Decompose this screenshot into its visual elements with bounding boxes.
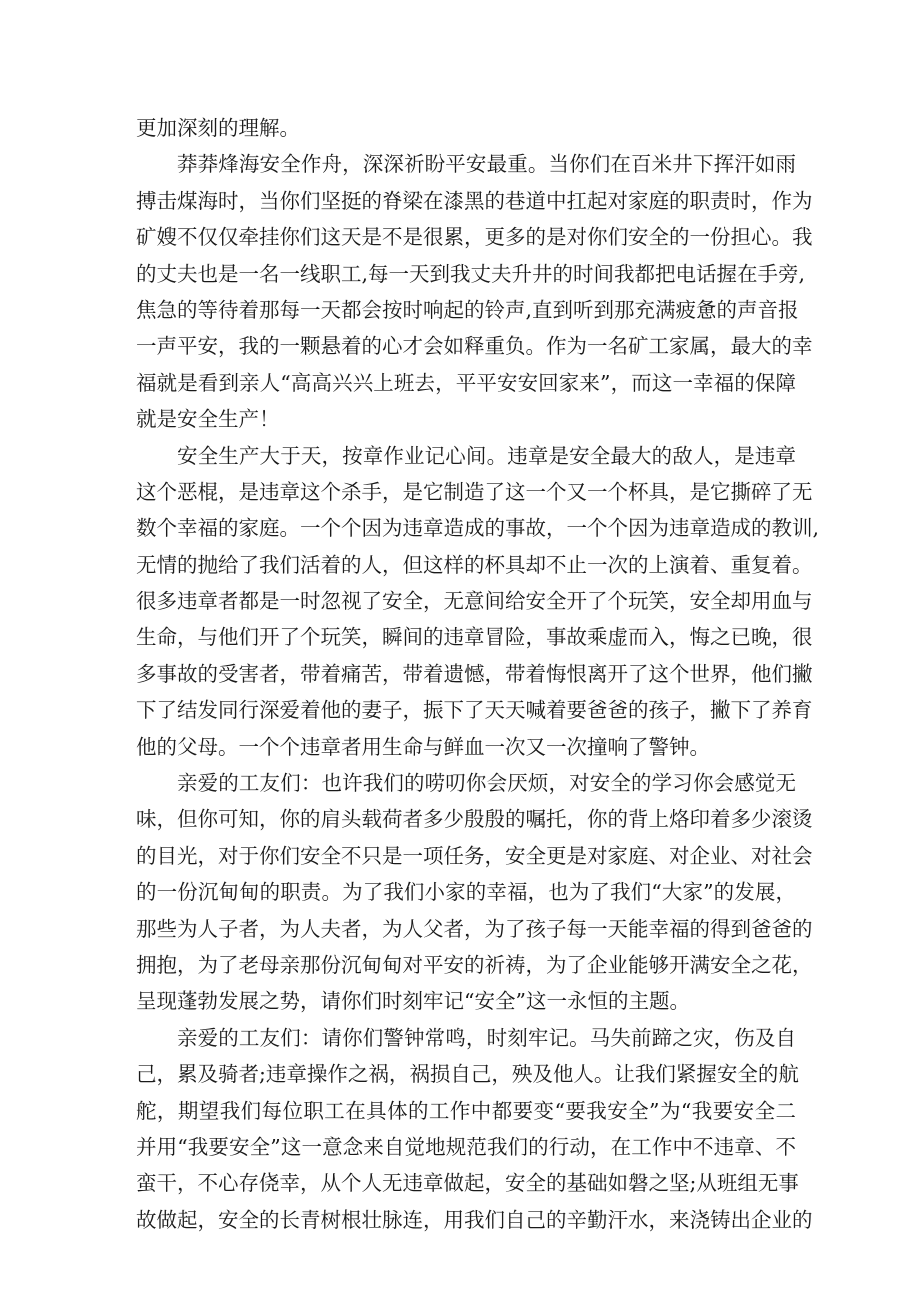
text-line: 焦急的等待着那每一天都会按时响起的铃声,直到听到那充满疲惫的声音报 bbox=[136, 297, 799, 322]
text-line: 一声平安，我的一颗悬着的心才会如释重负。作为一名矿工家属，最大的幸 bbox=[136, 334, 813, 359]
text-line: 的丈夫也是一名一线职工,每一天到我丈夫升井的时间我都把电话握在手旁, bbox=[136, 261, 806, 286]
document-body bbox=[136, 110, 820, 1238]
text-line: 己，累及骑者;违章操作之祸，祸损自己，殃及他人。让我们紧握安全的航 bbox=[136, 1062, 799, 1087]
text-line: 那些为人子者，为人夫者，为人父者，为了孩子每一天能幸福的得到爸爸的 bbox=[136, 916, 813, 941]
text-line: 故做起，安全的长青树根壮脉连，用我们自己的辛勤汗水，来浇铸出企业的 bbox=[136, 1207, 813, 1232]
text-line: 就是安全生产！ bbox=[136, 407, 280, 432]
text-line: 矿嫂不仅仅牵挂你们这天是不是很累，更多的是对你们安全的一份担心。我 bbox=[136, 225, 813, 250]
text-line: 亲爱的工友们：也许我们的唠叨你会厌烦，对安全的学习你会感觉无 bbox=[177, 771, 796, 796]
text-line: 数个幸福的家庭。一个个因为违章造成的事故，一个个因为违章造成的教训, bbox=[136, 516, 820, 541]
text-line: 安全生产大于天，按章作业记心间。违章是安全最大的敌人，是违章 bbox=[177, 443, 796, 468]
text-line: 他的父母。一个个违章者用生命与鲜血一次又一次撞响了警钟。 bbox=[136, 734, 710, 759]
text-line: 更加深刻的理解。 bbox=[136, 116, 300, 140]
text-line: 亲爱的工友们：请你们警钟常鸣，时刻牢记。马失前蹄之灾，伤及自 bbox=[177, 1025, 796, 1050]
text-line: 并用“我要安全”这一意念来自觉地规范我们的行动，在工作中不违章、不 bbox=[136, 1134, 796, 1159]
text-line: 福就是看到亲人“高高兴兴上班去，平平安安回家来”，而这一幸福的保障 bbox=[136, 370, 796, 395]
text-line: 很多违章者都是一时忽视了安全，无意间给安全开了个玩笑，安全却用血与 bbox=[136, 589, 813, 614]
text-line: 味，但你可知，你的肩头载荷者多少殷殷的嘱托，你的背上烙印着多少滚烫 bbox=[136, 807, 813, 832]
text-line: 呈现蓬勃发展之势，请你们时刻牢记“安全”这一永恒的主题。 bbox=[136, 989, 690, 1014]
text-line: 多事故的受害者，带着痛苦，带着遗憾，带着悔恨离开了这个世界，他们撇 bbox=[136, 661, 813, 686]
text-line: 搏击煤海时，当你们坚挺的脊梁在漆黑的巷道中扛起对家庭的职责时，作为 bbox=[136, 188, 813, 213]
text-line: 拥抱，为了老母亲那份沉甸甸对平安的祈祷，为了企业能够开满安全之花， bbox=[136, 952, 813, 977]
text-line: 的目光，对于你们安全不只是一项任务，安全更是对家庭、对企业、对社会 bbox=[136, 843, 813, 868]
text-line: 蛮干，不心存侥幸，从个人无违章做起，安全的基础如磐之坚;从班组无事 bbox=[136, 1171, 799, 1196]
text-line: 的一份沉甸甸的职责。为了我们小家的幸福，也为了我们“大家”的发展， bbox=[136, 880, 796, 905]
text-line: 莽莽烽海安全作舟，深深祈盼平安最重。当你们在百米井下挥汗如雨 bbox=[177, 152, 796, 177]
text-line: 舵，期望我们每位职工在具体的工作中都要变“要我安全”为“我要安全二 bbox=[136, 1098, 796, 1123]
text-line: 下了结发同行深爱着他的妻子，振下了天天喊着要爸爸的孩子，撇下了养育 bbox=[136, 698, 813, 723]
text-line: 这个恶棍，是违章这个杀手，是它制造了这一个又一个杯具，是它撕碎了无 bbox=[136, 479, 813, 504]
text-line: 无情的抛给了我们活着的人，但这样的杯具却不止一次的上演着、重复着。 bbox=[136, 552, 813, 577]
text-line: 生命，与他们开了个玩笑，瞬间的违章冒险，事故乘虚而入，悔之已晚，很 bbox=[136, 625, 813, 650]
